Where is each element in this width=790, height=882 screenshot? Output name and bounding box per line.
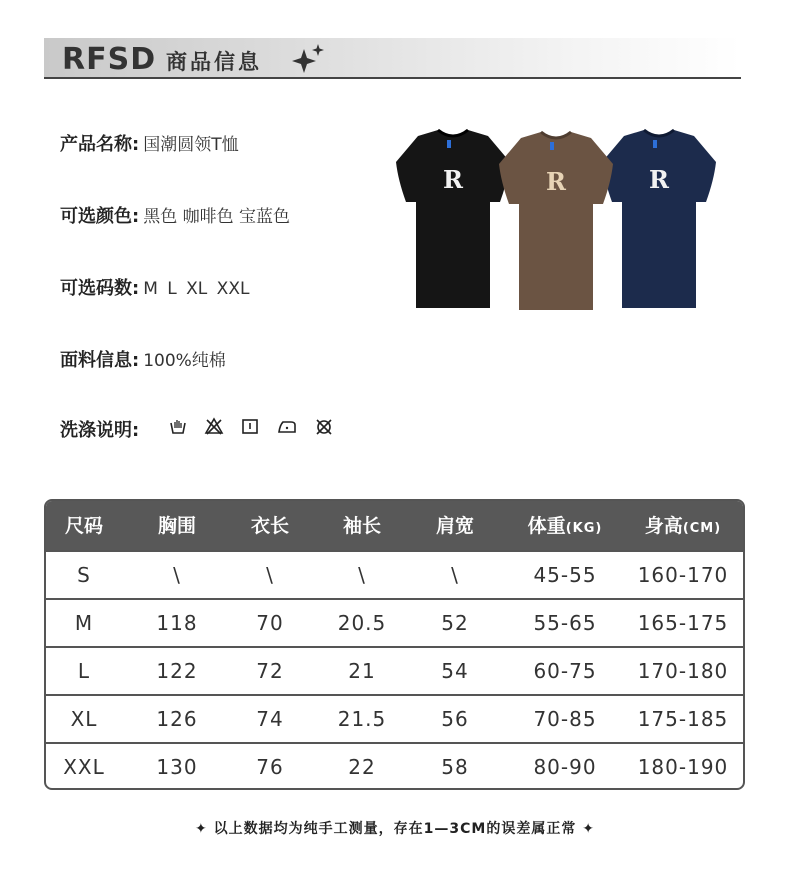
- do-not-bleach-icon: [204, 416, 224, 436]
- hand-wash-icon: [168, 416, 188, 436]
- table-cell: \: [451, 563, 459, 587]
- table-row: [46, 598, 743, 646]
- table-cell: 21: [348, 659, 376, 683]
- table-cell: 170-180: [637, 659, 729, 683]
- header-unit: (CM): [682, 521, 722, 536]
- table-cell: L: [77, 659, 91, 683]
- table-cell: 60-75: [533, 659, 597, 683]
- table-cell: M: [74, 611, 94, 635]
- header-unit: (KG): [565, 521, 603, 536]
- table-cell: \: [358, 563, 366, 587]
- footnote: ✦ 以上数据均为纯手工测量，存在1—3CM的误差属正常 ✦: [195, 821, 595, 837]
- header-label: 衣长: [250, 515, 289, 537]
- table-cell: 22: [348, 755, 376, 779]
- table-cell: XL: [70, 707, 98, 731]
- header-divider: [44, 77, 741, 79]
- table-cell: S: [77, 563, 91, 587]
- info-row-sizes: [60, 274, 249, 300]
- shirt-logo: R: [443, 165, 463, 194]
- shirt-black: [396, 130, 510, 308]
- colors-label: 可选颜色:: [60, 206, 140, 227]
- product-shirts: [378, 128, 736, 310]
- table-cell: 54: [441, 659, 469, 683]
- colors-value: 黑色 咖啡色 宝蓝色: [143, 207, 291, 227]
- shirt-logo: R: [546, 167, 566, 196]
- table-cell: 58: [441, 755, 469, 779]
- table-cell: 76: [256, 755, 284, 779]
- fabric-value: 100%纯棉: [143, 351, 226, 371]
- table-header-cell: [395, 501, 515, 552]
- table-cell: 45-55: [533, 563, 597, 587]
- table-cell: 56: [441, 707, 469, 731]
- shirt-brown: [499, 132, 613, 310]
- header-label: 胸围: [157, 515, 196, 537]
- header-label: 身高: [644, 515, 683, 537]
- table-cell: 55-65: [533, 611, 597, 635]
- size-table: [44, 499, 745, 790]
- table-cell: 72: [256, 659, 284, 683]
- table-row: [46, 550, 743, 598]
- info-row-name: [60, 130, 239, 156]
- table-cell: 20.5: [337, 611, 387, 635]
- sizes-label: 可选码数:: [60, 278, 140, 299]
- do-not-dry-clean-icon: [314, 416, 334, 436]
- name-value: 国潮圆领T恤: [143, 135, 239, 155]
- table-cell: 122: [156, 659, 198, 683]
- table-row: [46, 694, 743, 742]
- tumble-dry-icon: [240, 416, 260, 436]
- header-label: 袖长: [342, 515, 381, 537]
- table-cell: 74: [256, 707, 284, 731]
- name-label: 产品名称:: [60, 134, 140, 155]
- table-header-cell: [623, 501, 743, 552]
- table-cell: XXL: [63, 755, 105, 779]
- table-cell: 160-170: [637, 563, 729, 587]
- table-cell: 52: [441, 611, 469, 635]
- table-cell: 165-175: [637, 611, 729, 635]
- shirt-logo: R: [649, 165, 669, 194]
- sparkle-icon: [290, 43, 326, 75]
- table-cell: 175-185: [637, 707, 729, 731]
- sizes-value: M L XL XXL: [143, 279, 250, 299]
- table-header-cell: [505, 501, 625, 552]
- header-label: 尺码: [64, 515, 103, 537]
- table-cell: \: [173, 563, 181, 587]
- table-cell: 80-90: [533, 755, 597, 779]
- wash-label: 洗涤说明:: [60, 420, 140, 441]
- header-label: 体重: [527, 515, 566, 537]
- table-cell: 180-190: [637, 755, 729, 779]
- iron-icon: [276, 416, 298, 436]
- table-cell: 130: [156, 755, 198, 779]
- table-cell: 21.5: [337, 707, 387, 731]
- table-row: [46, 646, 743, 694]
- table-cell: \: [266, 563, 274, 587]
- header-label: 肩宽: [435, 515, 474, 537]
- table-cell: 70-85: [533, 707, 597, 731]
- info-row-fabric: [60, 346, 226, 372]
- table-cell: 126: [156, 707, 198, 731]
- table-header: [46, 501, 743, 552]
- fabric-label: 面料信息:: [60, 350, 140, 371]
- brand-logo: RFSD: [62, 42, 157, 77]
- section-title: 商品信息: [166, 50, 262, 74]
- info-row-wash: [60, 416, 139, 442]
- table-cell: 70: [256, 611, 284, 635]
- info-row-colors: [60, 202, 290, 228]
- table-cell: 118: [156, 611, 198, 635]
- table-row: [46, 742, 743, 790]
- shirt-navy: [602, 130, 716, 308]
